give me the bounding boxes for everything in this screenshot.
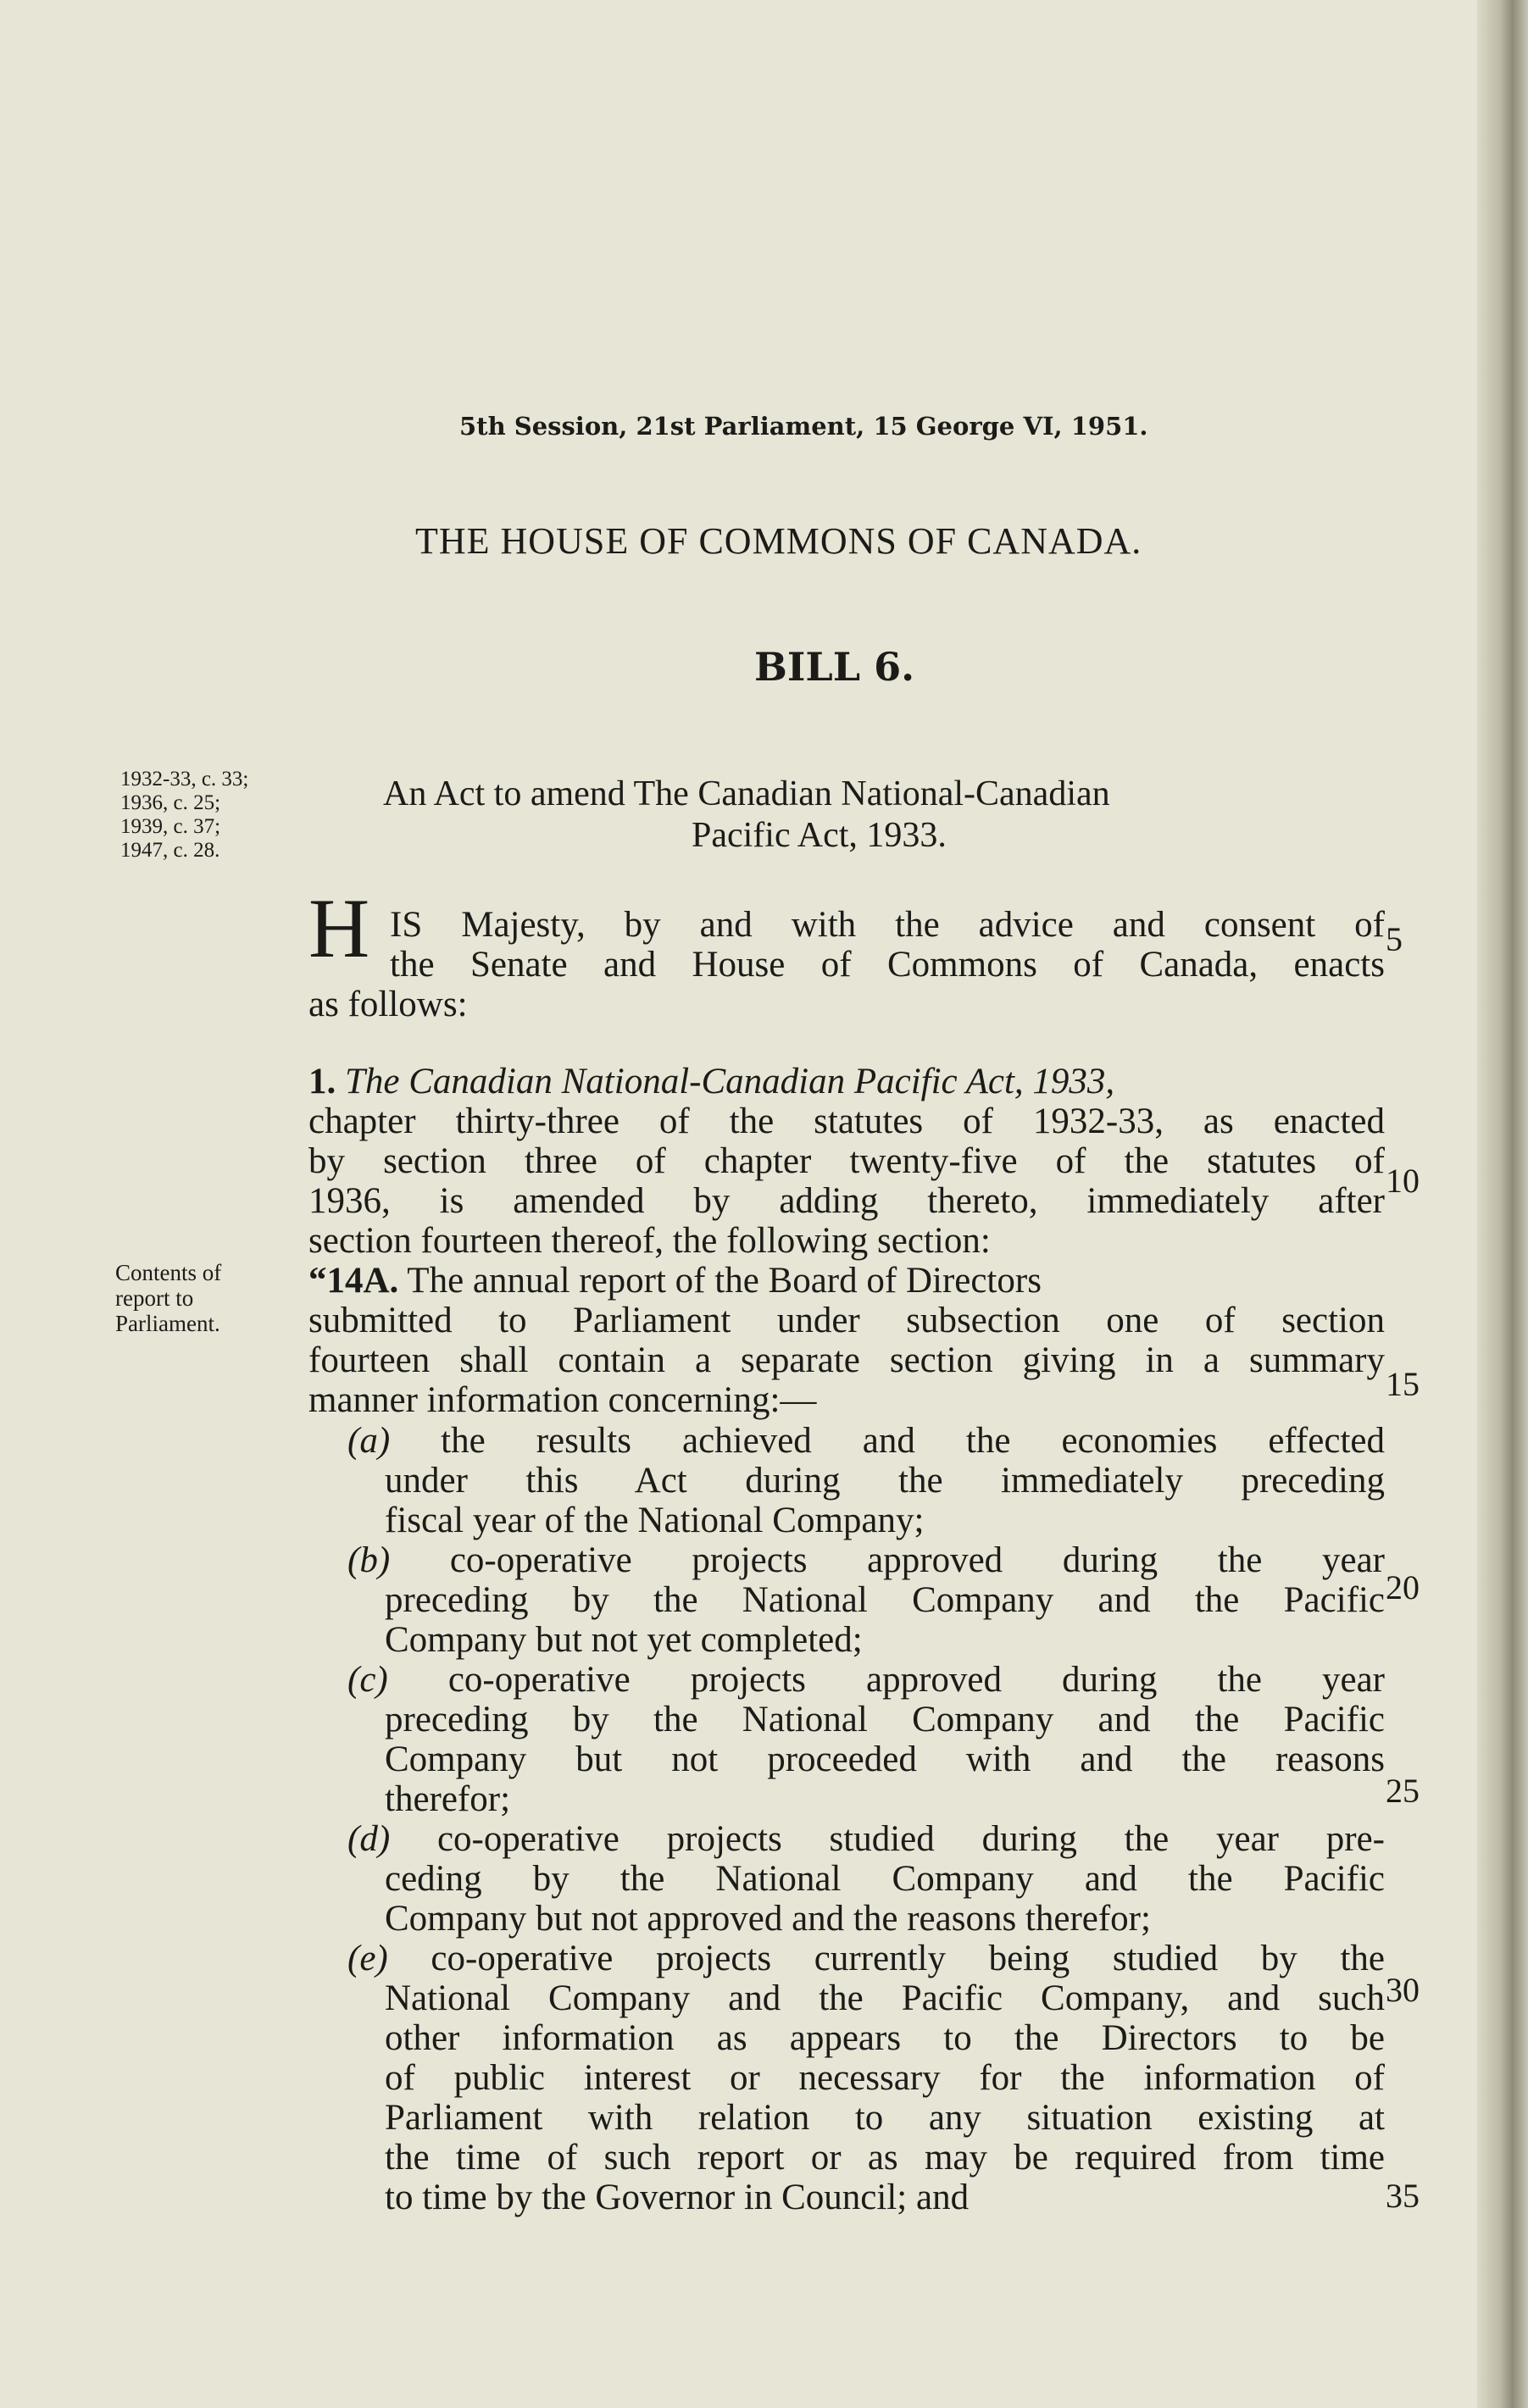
paragraph-line [347, 1939, 1385, 1978]
paragraph-text: co-operative projects approved during the year [449, 1540, 1385, 1580]
paragraph-line: fiscal year of the National Company; [385, 1501, 925, 1540]
title-line-2: Pacific Act, 1933. [692, 816, 947, 855]
paragraph-label: (e) [347, 1939, 388, 1978]
new-section-number: “14A. [308, 1261, 399, 1301]
enacting-line: the Senate and House of Commons of Canada, enacts [390, 945, 1385, 985]
citation-line: 1932-33, c. 33; [120, 768, 249, 791]
paragraph-text: the results achieved and the economies effected [441, 1421, 1385, 1461]
paragraph-label: (b) [347, 1540, 391, 1580]
title-line-1: An Act to amend The Canadian National-Canadian [383, 774, 1110, 813]
line-number: 30 [1386, 1971, 1420, 2009]
paragraph-line: Company but not approved and the reasons therefor; [385, 1899, 1151, 1939]
paragraph-line: ceding by the National Company and the Pacific [385, 1859, 1385, 1899]
paragraph-item [347, 1421, 1385, 1540]
paragraph-line: Company but not proceeded with and the reasons [385, 1739, 1385, 1779]
section-line: by section three of chapter twenty-five of the statutes of [308, 1141, 1385, 1181]
house-heading: THE HOUSE OF COMMONS OF CANADA. [415, 520, 1142, 562]
paragraph-list [347, 1421, 1385, 2217]
page-edge [1477, 0, 1528, 2408]
line-number: 10 [1386, 1162, 1420, 1200]
session-heading: 5th Session, 21st Parliament, 15 George VI, 1951. [459, 412, 1148, 441]
subsection-first-line [308, 1261, 1385, 1301]
paragraph-line: Company but not yet completed; [385, 1620, 863, 1660]
contents-sidenote [115, 1260, 221, 1336]
subsection-text: The annual report of the Board of Directors [407, 1261, 1042, 1301]
paragraph-label: (d) [347, 1819, 391, 1859]
citation-line: 1947, c. 28. [120, 839, 220, 862]
paragraph-line: therefor; [385, 1779, 511, 1819]
sidenote-line: Parliament. [115, 1311, 220, 1336]
paragraph-label: (a) [347, 1421, 391, 1461]
section-line: submitted to Parliament under subsection one of section [308, 1301, 1385, 1340]
section-line: fourteen shall contain a separate section giving in a summary [308, 1340, 1385, 1380]
sidenote-line: report to [115, 1285, 194, 1311]
line-number: 20 [1386, 1568, 1420, 1606]
line-number: 15 [1386, 1365, 1420, 1403]
line-number: 25 [1386, 1772, 1420, 1810]
paragraph-line [347, 1819, 1385, 1859]
enacting-clause [390, 905, 1385, 945]
line-number: 5 [1386, 920, 1403, 958]
paragraph-text: co-operative projects approved during the year [447, 1660, 1385, 1700]
paragraph-item [347, 1540, 1385, 1660]
paragraph-item [347, 1819, 1385, 1939]
paragraph-line: National Company and the Pacific Company, and such [385, 1978, 1385, 2018]
citation-line: 1936, c. 25; [120, 791, 221, 814]
paragraph-line: other information as appears to the Directors to be [385, 2018, 1385, 2058]
paragraph-item [347, 1660, 1385, 1819]
section-number: 1. [308, 1062, 336, 1101]
sidenote-line: Contents of [115, 1260, 222, 1285]
section-line: 1936, is amended by adding thereto, immediately after [308, 1181, 1385, 1221]
citation-sidenote [120, 768, 248, 863]
enacting-line: as follows: [308, 985, 468, 1024]
paragraph-line: preceding by the National Company and the Pacific [385, 1580, 1385, 1620]
paragraph-line: under this Act during the immediately preceding [385, 1461, 1385, 1501]
paragraph-line: preceding by the National Company and the Pacific [385, 1700, 1385, 1739]
paragraph-line: of public interest or necessary for the information of [385, 2058, 1385, 2098]
paragraph-line: to time by the Governor in Council; and [385, 2178, 970, 2217]
enacting-line: IS Majesty, by and with the advice and consent of [390, 905, 1385, 945]
bill-number: BILL 6. [754, 644, 915, 690]
section-line: chapter thirty-three of the statutes of 1932-33, as enacted [308, 1101, 1385, 1141]
paragraph-text: co-operative projects studied during the year pre- [436, 1819, 1385, 1859]
drop-cap: H [308, 881, 370, 975]
line-number: 35 [1386, 2177, 1420, 2215]
enacting-clause-3 [308, 985, 1385, 1024]
paragraph-line [347, 1421, 1385, 1461]
section-line: section fourteen thereof, the following section: [308, 1221, 991, 1261]
paragraph-line: the time of such report or as may be required from time [385, 2138, 1385, 2178]
section-first-line [308, 1062, 1385, 1101]
section-1 [308, 1062, 1385, 1420]
section-line: manner information concerning:— [308, 1380, 817, 1420]
paragraph-line [347, 1660, 1385, 1700]
paragraph-label: (c) [347, 1660, 388, 1700]
citation-line: 1939, c. 37; [120, 815, 221, 838]
enacting-clause-2 [390, 945, 1385, 985]
bill-title [383, 774, 1358, 857]
paragraph-text: co-operative projects currently being studied by the [431, 1939, 1385, 1978]
paragraph-item [347, 1939, 1385, 2217]
act-name: The Canadian National-Canadian Pacific Act, 1933, [345, 1062, 1115, 1101]
paragraph-line [347, 1540, 1385, 1580]
paragraph-line: Parliament with relation to any situation existing at [385, 2098, 1385, 2138]
